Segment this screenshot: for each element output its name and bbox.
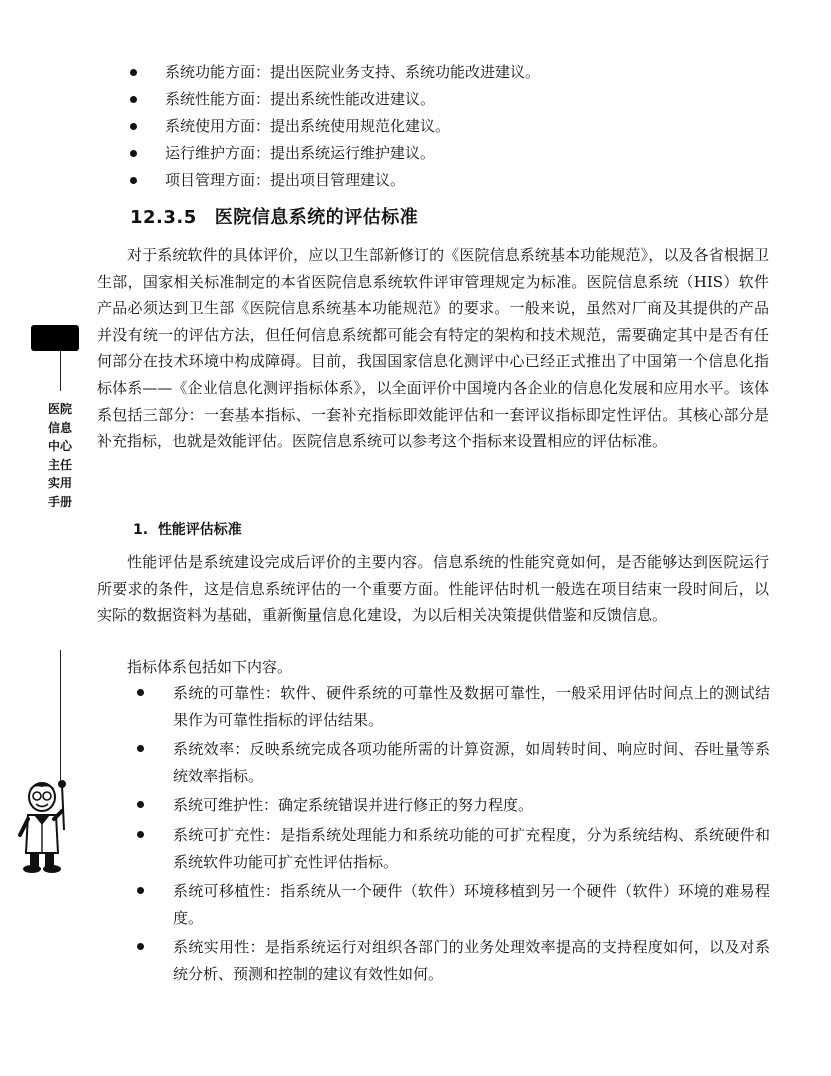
indicator-item xyxy=(137,822,770,875)
list-item-text: 运行维护方面：提出系统运行维护建议。 xyxy=(165,144,436,162)
indicator-text: 系统实用性：是指系统运行对组织各部门的业务处理效率提高的支持程度如何，以及对系统分析、预测和控制的建议有效性如何。 xyxy=(173,938,770,983)
indicator-text: 系统可移植性：指系统从一个硬件（软件）环境移植到另一个硬件（软件）环境的难易程度。 xyxy=(173,882,770,927)
indicator-item xyxy=(137,736,770,789)
bullet-icon xyxy=(137,801,144,808)
list-item-text: 系统性能方面：提出系统性能改进建议。 xyxy=(165,90,436,108)
section-title: 医院信息系统的评估标准 xyxy=(214,207,419,228)
bullet-icon xyxy=(137,831,144,838)
section-number: 12.3.5 xyxy=(130,207,197,228)
list-item xyxy=(130,140,770,167)
bullet-icon xyxy=(137,887,144,894)
bullet-icon xyxy=(130,150,137,157)
indicator-text: 系统效率：反映系统完成各项功能所需的计算资源，如周转时间、响应时间、吞吐量等系统效率指标。 xyxy=(173,740,770,785)
margin-rule-upper xyxy=(60,351,61,391)
list-item xyxy=(130,86,770,113)
indicator-item xyxy=(137,680,770,733)
indicator-list xyxy=(137,680,770,991)
indicator-intro: 指标体系包括如下内容。 xyxy=(127,658,293,676)
bullet-icon xyxy=(130,96,137,103)
list-item-text: 系统功能方面：提出医院业务支持、系统功能改进建议。 xyxy=(165,63,541,81)
chapter-tab-marker xyxy=(31,325,79,351)
subsection-number: 1. xyxy=(133,522,149,538)
bullet-icon xyxy=(137,745,144,752)
subsection-heading xyxy=(133,519,242,539)
indicator-item xyxy=(137,878,770,931)
list-item-text: 项目管理方面：提出项目管理建议。 xyxy=(165,171,406,189)
indicator-item xyxy=(137,934,770,987)
indicator-text: 系统可扩充性：是指系统处理能力和系统功能的可扩充程度，分为系统结构、系统硬件和系统软件功能可扩充性评估指标。 xyxy=(173,825,770,871)
bullet-icon xyxy=(137,943,144,950)
intro-paragraph: 对于系统软件的具体评价，应以卫生部新修订的《医院信息系统基本功能规范》，以及各省根据卫生部，国家相关标准制定的本省医院信息系统软件评审管理规定为标准。医院信息系统（HIS）软件产品必须达到卫生部《医院信息系统基本功能规范》的要求。一般来说，虽然对厂商及其提供的产品并没有统一的评估方法，但任何信息系统都可能会有特定的架构和技术规范，需要确定其中是否有任何部分在技术环境中构成障碍。目前，我国国家信息化测评中心已经正式推出了中国第一个信息化指标体系——《企业信息化测评指标体系》，以全面评价中国境内各企业的信息化发展和应用水平。该体系包括三部分：一套基本指标、一套补充指标即效能评估和一套评议指标即定性评估。其核心部分是补充指标，也就是效能评估。医院信息系统可以参考这个指标来设置相应的评估标准。 xyxy=(97,246,769,451)
doctor-mascot-icon xyxy=(14,775,74,875)
bullet-icon xyxy=(137,689,144,696)
bullet-icon xyxy=(130,177,137,184)
bullet-icon xyxy=(130,123,137,130)
indicator-text: 系统的可靠性：软件、硬件系统的可靠性及数据可靠性，一般采用评估时间点上的测试结果作为可靠性指标的评估结果。 xyxy=(173,684,770,729)
list-item xyxy=(130,113,770,140)
book-side-title: 医院信息中心主任实用手册 xyxy=(48,402,73,509)
indicator-item xyxy=(137,792,770,819)
margin-rule-lower xyxy=(60,650,61,780)
section-heading xyxy=(130,203,418,229)
list-item xyxy=(130,167,770,194)
list-item xyxy=(130,59,770,86)
subsection-title: 性能评估标准 xyxy=(157,522,242,538)
indicator-text: 系统可维护性：确定系统错误并进行修正的努力程度。 xyxy=(173,796,534,815)
performance-paragraph: 性能评估是系统建设完成后评价的主要内容。信息系统的性能究竟如何，是否能够达到医院运行所要求的条件，这是信息系统评估的一个重要方面。性能评估时机一般选在项目结束一段时间后，以实际的数据资料为基础，重新衡量信息化建设，为以后相关决策提供借鉴和反馈信息。 xyxy=(97,553,769,625)
top-bullet-list xyxy=(130,59,770,194)
bullet-icon xyxy=(130,69,137,76)
list-item-text: 系统使用方面：提出系统使用规范化建议。 xyxy=(165,117,451,135)
